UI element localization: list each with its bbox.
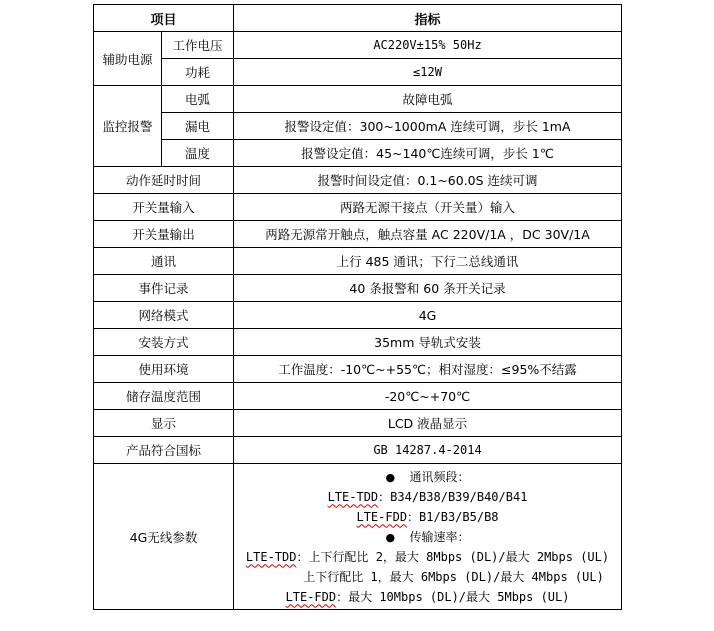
table-row: [94, 356, 622, 383]
rate-title-line: [238, 527, 617, 547]
row-value: 故障电弧: [234, 86, 622, 113]
row-label: 工作电压: [162, 32, 234, 59]
row-label: 漏电: [162, 113, 234, 140]
table-row: [94, 194, 622, 221]
spec-table: [93, 4, 622, 610]
row-value: 4G: [234, 302, 622, 329]
row-label: 事件记录: [94, 275, 234, 302]
row-label: 通讯: [94, 248, 234, 275]
row-value: 35mm 导轨式安装: [234, 329, 622, 356]
band-title-line: [238, 467, 617, 487]
table-row: [94, 86, 622, 113]
row-label: 显示: [94, 410, 234, 437]
table-header-row: [94, 5, 622, 32]
table-row: [94, 140, 622, 167]
wireless-row: [94, 464, 622, 610]
rate-tdd-2: 上下行配比 1，最大 6Mbps (DL)/最大 4Mbps (UL): [303, 569, 604, 584]
wireless-label: 4G无线参数: [94, 464, 234, 610]
row-label: 功耗: [162, 59, 234, 86]
row-value: 两路无源干接点（开关量）输入: [234, 194, 622, 221]
row-label: 温度: [162, 140, 234, 167]
tdd-bands: ：B34/B38/B39/B40/B41: [378, 489, 528, 504]
row-value: 40 条报警和 60 条开关记录: [234, 275, 622, 302]
row-label: 安装方式: [94, 329, 234, 356]
table-row: [94, 59, 622, 86]
rate-tdd-1: ：上下行配比 2，最大 8Mbps (DL)/最大 2Mbps (UL): [296, 549, 610, 564]
rate-tdd-line-2: [238, 567, 617, 587]
row-value: GB 14287.4-2014: [234, 437, 622, 464]
table-row: [94, 410, 622, 437]
row-value: 工作温度：-10℃~+55℃；相对湿度：≤95%不结露: [234, 356, 622, 383]
table-row: [94, 437, 622, 464]
row-value: ≤12W: [234, 59, 622, 86]
row-value: -20℃~+70℃: [234, 383, 622, 410]
tdd-prefix: LTE-TDD: [327, 489, 379, 504]
row-label: 电弧: [162, 86, 234, 113]
rate-title: 传输速率：: [409, 529, 470, 544]
row-value: 报警设定值：45~140℃连续可调，步长 1℃: [234, 140, 622, 167]
wireless-params: [234, 464, 622, 610]
table-row: [94, 275, 622, 302]
row-label: 产品符合国标: [94, 437, 234, 464]
header-spec: 指标: [234, 5, 622, 32]
rate-fdd-line: [238, 587, 617, 607]
group-aux-power: 辅助电源: [94, 32, 162, 86]
row-value: 报警设定值：300~1000mA 连续可调，步长 1mA: [234, 113, 622, 140]
header-item: 项目: [94, 5, 234, 32]
table-row: [94, 383, 622, 410]
table-row: [94, 248, 622, 275]
row-value: AC220V±15% 50Hz: [234, 32, 622, 59]
table-row: [94, 167, 622, 194]
row-label: 开关量输出: [94, 221, 234, 248]
group-monitor-alarm: 监控报警: [94, 86, 162, 167]
row-value: LCD 液晶显示: [234, 410, 622, 437]
band-title: 通讯频段：: [409, 469, 470, 484]
fdd-prefix: LTE-FDD: [285, 589, 337, 604]
row-label: 储存温度范围: [94, 383, 234, 410]
bullet-icon: ●: [385, 530, 396, 544]
fdd-bands-line: [238, 507, 617, 527]
table-row: [94, 32, 622, 59]
table-row: [94, 221, 622, 248]
row-value: 上行 485 通讯；下行二总线通讯: [234, 248, 622, 275]
fdd-prefix: LTE-FDD: [356, 509, 408, 524]
table-row: [94, 302, 622, 329]
row-label: 动作延时时间: [94, 167, 234, 194]
tdd-prefix: LTE-TDD: [245, 549, 297, 564]
rate-tdd-line-1: [238, 547, 617, 567]
row-label: 使用环境: [94, 356, 234, 383]
table-row: [94, 329, 622, 356]
bullet-icon: ●: [385, 470, 396, 484]
row-value: 两路无源常开触点，触点容量 AC 220V/1A ，DC 30V/1A: [234, 221, 622, 248]
row-label: 网络模式: [94, 302, 234, 329]
row-value: 报警时间设定值：0.1~60.0S 连续可调: [234, 167, 622, 194]
tdd-bands-line: [238, 487, 617, 507]
row-label: 开关量输入: [94, 194, 234, 221]
rate-fdd: ：最大 10Mbps (DL)/最大 5Mbps (UL): [336, 589, 570, 604]
fdd-bands: ：B1/B3/B5/B8: [407, 509, 499, 524]
table-row: [94, 113, 622, 140]
